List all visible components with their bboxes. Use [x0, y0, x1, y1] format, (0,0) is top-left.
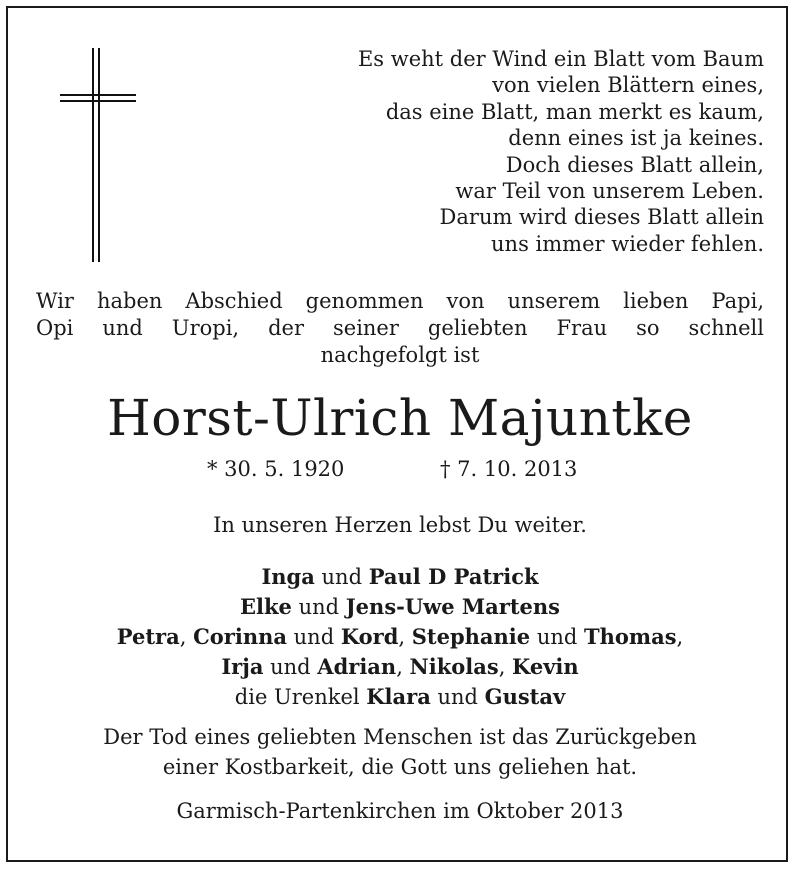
family-row	[0, 562, 800, 592]
family-name: Inga	[261, 564, 315, 589]
family-connector: ,	[179, 625, 194, 649]
family-name: Jens-Uwe Martens	[345, 594, 560, 619]
family-connector: und	[291, 595, 346, 619]
poem	[358, 46, 764, 257]
family-connector: und	[530, 625, 584, 649]
family-connector: und	[263, 655, 318, 679]
motto: In unseren Herzen lebst Du weiter.	[213, 513, 587, 537]
poem-line: Doch dieses Blatt allein,	[505, 152, 764, 177]
family-name: Nikolas	[409, 654, 499, 679]
closing-quote	[0, 722, 800, 782]
family-name: Paul D Patrick	[368, 564, 539, 589]
poem-line: uns immer wieder fehlen.	[491, 231, 764, 256]
family-name: Gustav	[484, 684, 566, 709]
intro-line: nachgefolgt ist	[320, 343, 480, 367]
family-connector: ,	[676, 625, 684, 649]
family-row	[0, 622, 800, 652]
poem-line: Darum wird dieses Blatt allein	[439, 205, 764, 230]
family-name: Irja	[221, 654, 264, 679]
deceased-name: Horst-Ulrich Majuntke	[107, 389, 693, 447]
family-name: Elke	[240, 594, 292, 619]
family-connector: und	[314, 565, 369, 589]
family-name: Corinna	[193, 624, 287, 649]
intro-line: Wir haben Abschied genommen von unserem lieben Papi,	[36, 289, 764, 313]
poem-line: Es weht der Wind ein Blatt vom Baum	[357, 47, 764, 71]
family-connector: und	[430, 685, 485, 709]
family-name: Klara	[366, 684, 431, 709]
family-name: Adrian	[317, 654, 397, 679]
intro-line: Opi und Uropi, der seiner geliebten Frau so schnell	[36, 316, 764, 340]
family-connector: ,	[398, 625, 412, 649]
family-name: Kevin	[512, 654, 579, 679]
poem-line: denn eines ist ja keines.	[508, 126, 764, 151]
family-name: Thomas	[583, 624, 677, 649]
family-row	[0, 682, 800, 712]
family-name: Kord	[340, 624, 399, 649]
family-name: Petra	[116, 624, 180, 649]
poem-line: war Teil von unserem Leben.	[455, 179, 764, 204]
birth-date: * 30. 5. 1920	[207, 457, 345, 481]
death-date: † 7. 10. 2013	[440, 457, 578, 481]
quote-line: einer Kostbarkeit, die Gott uns geliehen hat.	[162, 755, 638, 779]
intro-text	[36, 288, 764, 369]
family-connector: die Urenkel	[234, 685, 367, 709]
quote-line: Der Tod eines geliebten Menschen ist das Zurückgeben	[103, 725, 697, 749]
family-row	[0, 652, 800, 682]
family-row	[0, 592, 800, 622]
place-date: Garmisch-Partenkirchen im Oktober 2013	[176, 799, 624, 823]
family-connector: ,	[396, 655, 410, 679]
family-connector: und	[286, 625, 341, 649]
cross-icon	[60, 48, 136, 262]
family-name: Stephanie	[411, 624, 531, 649]
poem-line: von vielen Blättern eines,	[492, 73, 764, 98]
family-connector: ,	[498, 655, 513, 679]
family-list	[0, 562, 800, 712]
poem-line: das eine Blatt, man merkt es kaum,	[385, 99, 764, 124]
